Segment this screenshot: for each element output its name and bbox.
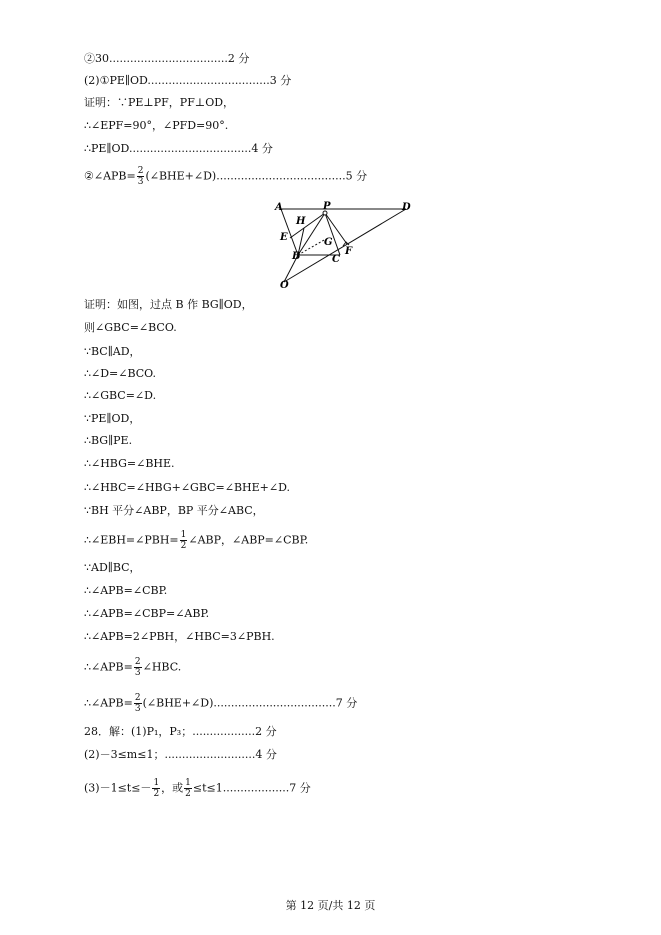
- text-line-14: ∴∠HBG=∠BHE.: [84, 457, 175, 470]
- text-line-24: 28．解：(1)P₁，P₃；..................2 分: [84, 725, 277, 738]
- line6-suffix: (∠BHE+∠D).....................................5 分: [145, 169, 368, 183]
- line23-prefix: ∴∠APB=: [84, 696, 133, 710]
- fraction-one-half: [180, 530, 188, 551]
- line22-suffix: ∠HBC.: [142, 660, 182, 674]
- label-d: D: [402, 202, 411, 213]
- segment-pc: [325, 213, 340, 255]
- line6-prefix: ②∠APB=: [84, 169, 136, 183]
- text-line-11: ∴∠GBC=∠D.: [84, 389, 157, 402]
- label-h: H: [296, 216, 306, 227]
- fraction-numerator: 2: [134, 693, 141, 703]
- segment-bg: [298, 240, 324, 255]
- fraction-numerator: 1: [153, 778, 160, 788]
- fraction-two-thirds: [137, 166, 145, 187]
- text-line-1: ②30..................................2 分: [84, 52, 250, 65]
- line17-suffix: ∠ABP，∠ABP=∠CBP.: [188, 533, 309, 547]
- fraction-one-half: [184, 778, 192, 799]
- line26-mid: ，或: [161, 781, 184, 795]
- line17-prefix: ∴∠EBH=∠PBH=: [84, 533, 179, 547]
- text-line-2: (2)①PE∥OD...................................3 分: [84, 74, 292, 87]
- text-line-4: ∴∠EPF=90°，∠PFD=90°.: [84, 119, 229, 132]
- fraction-denominator: 2: [153, 789, 160, 799]
- fraction-denominator: 3: [134, 704, 141, 714]
- text-line-8: 则∠GBC=∠BCO.: [84, 321, 177, 334]
- fraction-one-half: [152, 778, 160, 799]
- text-line-10: ∴∠D=∠BCO.: [84, 367, 157, 380]
- fraction-numerator: 1: [185, 778, 191, 788]
- line22-prefix: ∴∠APB=: [84, 660, 133, 674]
- text-line-19: ∴∠APB=∠CBP.: [84, 584, 168, 597]
- text-line-26: [84, 778, 311, 799]
- text-line-20: ∴∠APB=∠CBP=∠ABP.: [84, 607, 210, 620]
- text-line-15: ∴∠HBC=∠HBG+∠GBC=∠BHE+∠D.: [84, 481, 291, 494]
- text-line-5: ∴PE∥OD...................................4 分: [84, 142, 273, 155]
- text-line-21: ∴∠APB=2∠PBH，∠HBC=3∠PBH.: [84, 630, 275, 643]
- line26-prefix: (3)－1≤t≤－: [84, 781, 152, 795]
- text-line-18: ∵AD∥BC，: [84, 561, 141, 574]
- label-f: F: [345, 246, 353, 257]
- text-line-25: (2)－3≤m≤1；..........................4 分: [84, 748, 277, 761]
- text-line-3: 证明：∵PE⊥PF，PF⊥OD，: [84, 96, 235, 109]
- text-line-16: ∵BH 平分∠ABP，BP 平分∠ABC，: [84, 504, 264, 517]
- fraction-numerator: 1: [180, 530, 187, 540]
- label-a: A: [275, 202, 283, 213]
- text-line-17: [84, 530, 308, 551]
- text-line-7: 证明：如图，过点 B 作 BG∥OD，: [84, 298, 253, 311]
- line23-suffix: (∠BHE+∠D)...................................7 分: [142, 696, 358, 710]
- text-line-13: ∴BG∥PE.: [84, 434, 133, 447]
- page-footer: 第 12 页/共 12 页: [285, 899, 376, 912]
- text-line-12: ∵PE∥OD，: [84, 412, 141, 425]
- geometry-figure: [272, 198, 422, 290]
- label-b: B: [292, 251, 301, 262]
- fraction-two-thirds: [134, 657, 142, 678]
- text-line-6: [84, 166, 367, 187]
- fraction-denominator: 3: [137, 177, 144, 187]
- fraction-numerator: 2: [137, 166, 144, 176]
- fraction-denominator: 2: [185, 789, 191, 799]
- text-line-23: [84, 693, 357, 714]
- fraction-two-thirds: [134, 693, 142, 714]
- fraction-numerator: 2: [134, 657, 141, 667]
- text-line-22: [84, 657, 181, 678]
- fraction-denominator: 2: [180, 541, 187, 551]
- fraction-denominator: 3: [134, 668, 141, 678]
- label-e: E: [280, 232, 288, 243]
- line26-end: ≤t≤1...................7 分: [192, 781, 311, 795]
- label-p: P: [323, 201, 331, 212]
- label-o: O: [280, 280, 289, 290]
- label-g: G: [324, 237, 333, 248]
- label-c: C: [332, 254, 340, 265]
- text-line-9: ∵BC∥AD，: [84, 345, 141, 358]
